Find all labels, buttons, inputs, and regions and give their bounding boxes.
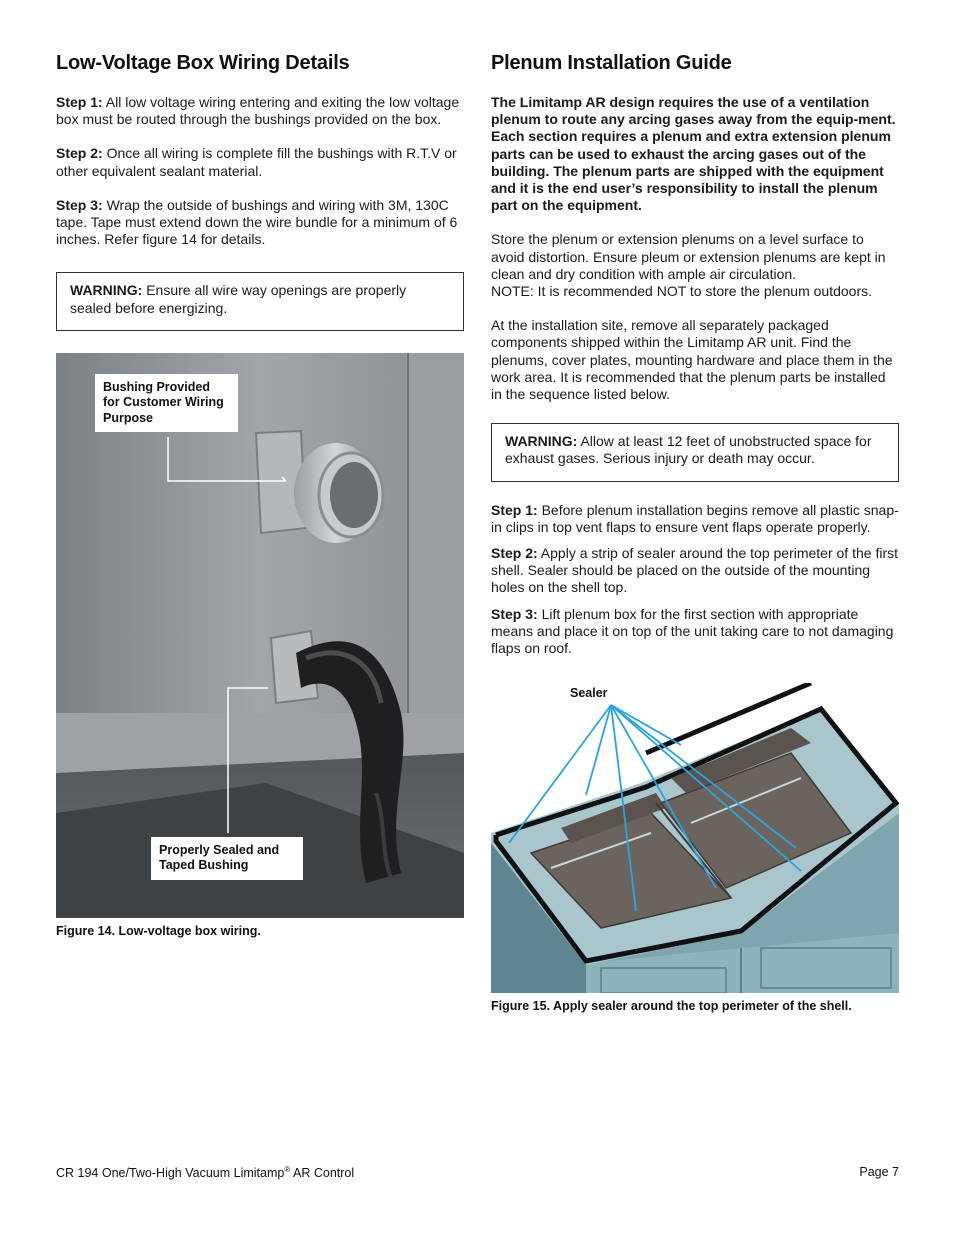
plenum-intro: The Limitamp AR design requires the use of a ventilation plenum to route any arcing gases away from the equip-ment. Each section requires a plenum and extra extension plenum parts can be used to exhaust the arcing gases out of the building. The plenum parts are shipped with the equipment and it is the end user’s responsibility to install the plenum part on the equipment. (491, 94, 896, 214)
left-warning-box: WARNING: Ensure all wire way openings are properly sealed before energizing. (56, 272, 464, 330)
callout-sealed-bushing: Properly Sealed and Taped Bushing (151, 837, 303, 880)
left-step-2: Step 2: Once all wiring is complete fill the bushings with R.T.V or other equivalent sealant material. (56, 145, 457, 179)
right-column (491, 52, 899, 1013)
footer-page-number: Page 7 (859, 1165, 899, 1179)
footer-doc-title: CR 194 One/Two-High Vacuum Limitamp® AR Control (56, 1165, 355, 1181)
low-voltage-box-illustration (56, 353, 464, 918)
left-step-3: Step 3: Wrap the outside of bushings and wiring with 3M, 130C tape. Tape must extend down the wire bundle for a minimum of 6 inches. Refer figure 14 for details. (56, 196, 458, 248)
plenum-storage-para: Store the plenum or extension plenums on a level surface to avoid distortion. Ensure pleum or extension plenums are kept in clean and dry condition with ample air circulation. NOTE: It is recommended NOT to store the plenum outdoors. (491, 231, 886, 300)
sealer-pointer-arrows (491, 683, 899, 993)
callout-bushing-provided: Bushing Provided for Customer Wiring Purpose (95, 374, 238, 433)
figure-15-illustration (491, 683, 899, 993)
figure-14-caption: Figure 14. Low-voltage box wiring. (56, 923, 261, 938)
figure-15-caption: Figure 15. Apply sealer around the top perimeter of the shell. (491, 999, 852, 1014)
left-step-1: Step 1: All low voltage wiring entering and exiting the low voltage box must be routed through the bushings provided on the box. (56, 94, 460, 128)
right-heading: Plenum Installation Guide (491, 52, 732, 74)
plenum-site-para: At the installation site, remove all separately packaged components shipped within the Limitamp AR unit. Find the plenums, cover plates, mounting hardware and place them in the work area. It is recommended that the plenum parts be installed in the sequence listed below. (491, 317, 893, 403)
left-column (56, 52, 464, 938)
right-step-1: Step 1: Before plenum installation begins remove all plastic snap-in clips in top vent flaps to ensure vent flaps operate properly. (491, 501, 899, 535)
figure-14-photo (56, 353, 464, 918)
right-step-3: Step 3: Lift plenum box for the first section with appropriate means and place it on top of the unit taking care to not damaging flaps on roof. (491, 605, 894, 657)
sealer-label: Sealer (570, 686, 608, 701)
left-heading: Low-Voltage Box Wiring Details (56, 52, 350, 74)
right-step-2: Step 2: Apply a strip of sealer around the top perimeter of the first shell. Sealer should be placed on the outside of the mounting holes on the shell top. (491, 545, 898, 596)
right-warning-box: WARNING: Allow at least 12 feet of unobstructed space for exhaust gases. Serious injury or death may occur. (491, 423, 899, 481)
